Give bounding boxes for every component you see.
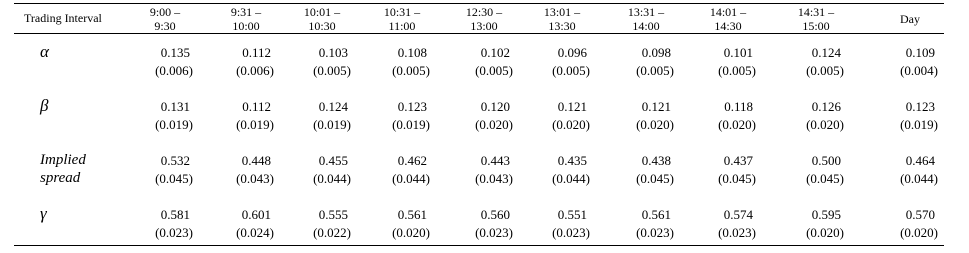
- standard-error: (0.005): [552, 63, 590, 78]
- standard-error: (0.005): [475, 63, 513, 78]
- column-header-line1: 14:31 –: [797, 5, 835, 19]
- column-header-line1: 14:01 –: [709, 5, 747, 19]
- estimate-value: 0.102: [480, 45, 510, 60]
- row-label-line2: spread: [40, 170, 81, 186]
- column-header-line2: 15:00: [802, 19, 830, 33]
- estimate-value: 0.121: [641, 99, 671, 114]
- standard-error: (0.019): [900, 117, 938, 132]
- estimate-value: 0.103: [318, 45, 348, 60]
- column-header-line1: 10:31 –: [383, 5, 421, 19]
- column-header-line2: 10:00: [232, 19, 260, 33]
- standard-error: (0.023): [475, 225, 513, 240]
- estimate-value: 0.462: [397, 153, 427, 168]
- estimate-value: 0.581: [160, 207, 190, 222]
- estimate-value: 0.500: [811, 153, 841, 168]
- estimate-value: 0.108: [397, 45, 427, 60]
- estimate-value: 0.570: [905, 207, 935, 222]
- estimate-value: 0.120: [480, 99, 510, 114]
- standard-error: (0.045): [636, 171, 674, 186]
- standard-error: (0.020): [636, 117, 674, 132]
- column-header-line2: 13:30: [548, 19, 576, 33]
- estimate-value: 0.561: [641, 207, 671, 222]
- row-label: γ: [40, 204, 47, 223]
- standard-error: (0.022): [313, 225, 351, 240]
- estimate-value: 0.560: [480, 207, 510, 222]
- standard-error: (0.005): [636, 63, 674, 78]
- estimate-value: 0.124: [811, 45, 841, 60]
- estimate-value: 0.098: [641, 45, 671, 60]
- estimate-value: 0.437: [723, 153, 753, 168]
- standard-error: (0.005): [313, 63, 351, 78]
- estimate-value: 0.464: [905, 153, 935, 168]
- standard-error: (0.006): [236, 63, 274, 78]
- estimate-value: 0.555: [318, 207, 348, 222]
- estimate-value: 0.595: [811, 207, 841, 222]
- estimate-value: 0.443: [480, 153, 510, 168]
- header-rule: [14, 33, 944, 34]
- standard-error: (0.019): [236, 117, 274, 132]
- standard-error: (0.020): [392, 225, 430, 240]
- column-header-line1: 9:00 –: [149, 5, 181, 19]
- row-label: β: [40, 96, 49, 115]
- estimate-value: 0.435: [557, 153, 587, 168]
- standard-error: (0.023): [718, 225, 756, 240]
- estimate-value: 0.574: [723, 207, 753, 222]
- standard-error: (0.019): [313, 117, 351, 132]
- column-header-line1: 10:01 –: [303, 5, 341, 19]
- standard-error: (0.045): [718, 171, 756, 186]
- column-header-line2: 11:00: [388, 19, 416, 33]
- standard-error: (0.023): [155, 225, 193, 240]
- estimate-value: 0.126: [811, 99, 841, 114]
- standard-error: (0.020): [718, 117, 756, 132]
- standard-error: (0.020): [806, 225, 844, 240]
- estimate-value: 0.131: [160, 99, 190, 114]
- header-trading-interval: Trading Interval: [24, 11, 102, 25]
- row-label: α: [40, 42, 49, 61]
- estimate-value: 0.455: [318, 153, 348, 168]
- column-header-line2: 10:30: [308, 19, 336, 33]
- estimate-value: 0.123: [397, 99, 427, 114]
- column-header-line1: 12:30 –: [465, 5, 503, 19]
- standard-error: (0.020): [900, 225, 938, 240]
- estimate-value: 0.123: [905, 99, 935, 114]
- standard-error: (0.019): [155, 117, 193, 132]
- standard-error: (0.020): [475, 117, 513, 132]
- estimate-value: 0.109: [905, 45, 935, 60]
- standard-error: (0.023): [636, 225, 674, 240]
- estimate-value: 0.561: [397, 207, 427, 222]
- standard-error: (0.004): [900, 63, 938, 78]
- standard-error: (0.044): [552, 171, 590, 186]
- standard-error: (0.045): [806, 171, 844, 186]
- standard-error: (0.005): [718, 63, 756, 78]
- column-header-line2: 9:30: [154, 19, 176, 33]
- estimate-value: 0.551: [557, 207, 587, 222]
- standard-error: (0.020): [552, 117, 590, 132]
- standard-error: (0.020): [806, 117, 844, 132]
- row-label-line1: Implied: [40, 152, 86, 168]
- column-header-line1: 13:01 –: [543, 5, 581, 19]
- estimate-value: 0.448: [241, 153, 271, 168]
- estimate-value: 0.101: [723, 45, 753, 60]
- standard-error: (0.044): [900, 171, 938, 186]
- standard-error: (0.043): [475, 171, 513, 186]
- estimate-value: 0.124: [318, 99, 348, 114]
- column-header-line1: 9:31 –: [230, 5, 262, 19]
- column-header: Day: [900, 12, 920, 26]
- estimate-value: 0.112: [242, 45, 271, 60]
- standard-error: (0.043): [236, 171, 274, 186]
- estimate-value: 0.096: [557, 45, 587, 60]
- top-rule: [14, 3, 944, 4]
- estimate-value: 0.112: [242, 99, 271, 114]
- column-header-line2: 14:30: [714, 19, 742, 33]
- column-header-line2: 14:00: [632, 19, 660, 33]
- standard-error: (0.044): [392, 171, 430, 186]
- column-header-line2: 13:00: [470, 19, 498, 33]
- standard-error: (0.045): [155, 171, 193, 186]
- estimate-value: 0.532: [160, 153, 190, 168]
- standard-error: (0.005): [806, 63, 844, 78]
- column-header-line1: 13:31 –: [627, 5, 665, 19]
- estimate-value: 0.601: [241, 207, 271, 222]
- standard-error: (0.019): [392, 117, 430, 132]
- standard-error: (0.023): [552, 225, 590, 240]
- standard-error: (0.006): [155, 63, 193, 78]
- standard-error: (0.005): [392, 63, 430, 78]
- estimate-value: 0.438: [641, 153, 671, 168]
- standard-error: (0.044): [313, 171, 351, 186]
- estimate-value: 0.118: [724, 99, 753, 114]
- standard-error: (0.024): [236, 225, 274, 240]
- estimate-value: 0.135: [160, 45, 190, 60]
- estimate-value: 0.121: [557, 99, 587, 114]
- bottom-rule: [14, 245, 944, 246]
